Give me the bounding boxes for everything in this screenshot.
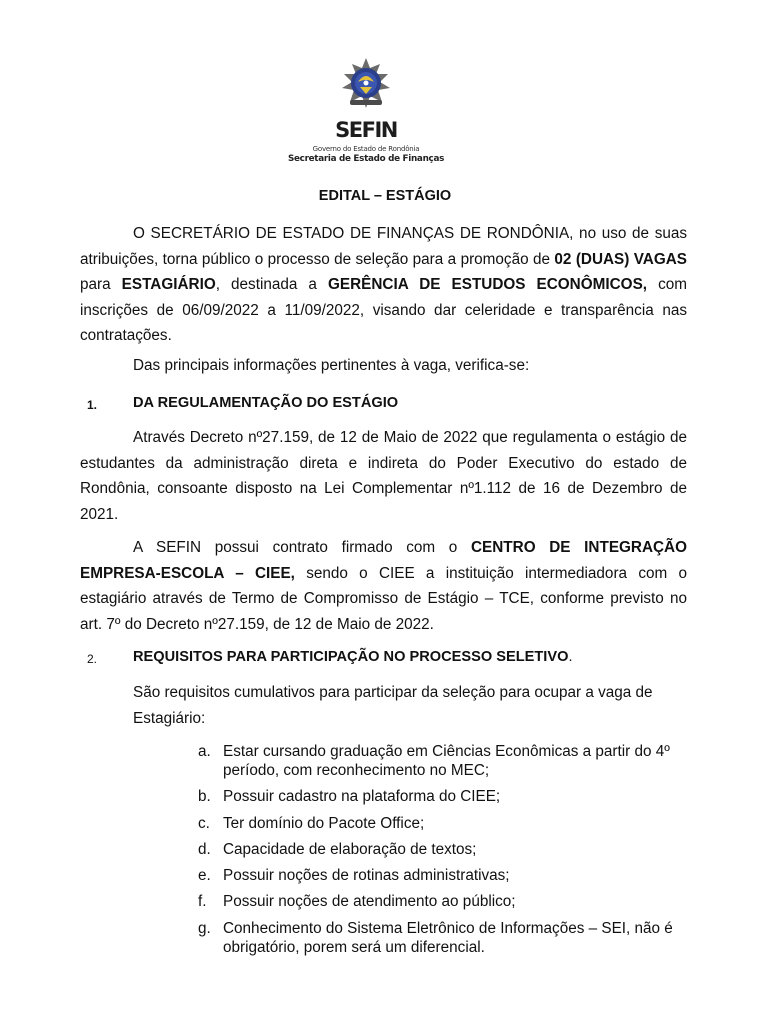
ciee-text: sendo o CIEE a instituição intermediadora com o estagiário através de Termo de Compromisso de Estágio – TCE, conforme previsto no art. 7º do Decreto nº27.159, de 12 de Maio de 2022. [80, 564, 687, 633]
ciee-text: A SEFIN possui contrato firmado com o [133, 539, 471, 556]
list-item [198, 742, 688, 780]
list-item [198, 919, 688, 957]
section-title: DA REGULAMENTAÇÃO DO ESTÁGIO [133, 395, 399, 411]
list-marker: e. [198, 867, 211, 885]
list-item [198, 787, 688, 806]
list-item-text: Ter domínio do Pacote Office; [223, 814, 425, 832]
section-number: 2. [87, 652, 98, 666]
regulation-paragraph: Através Decreto nº27.159, de 12 de Maio de 2022 que regulamenta o estágio de estudantes da administração direta e indireta do Poder Executivo do estado de Rondônia, consoante disposto na Lei Complementar nº1.112 de 16 de Dezembro de 2021. [80, 429, 687, 523]
list-marker: f. [198, 893, 207, 911]
document-title: EDITAL – ESTÁGIO [318, 188, 452, 204]
intro-note: Das principais informações pertinentes à vaga, verifica-se: [133, 357, 530, 374]
section-title-suffix: . [568, 649, 573, 665]
list-item [198, 814, 688, 833]
section-title [133, 649, 573, 665]
list-item-text: Estar cursando graduação em Ciências Econômicas a partir do 4º período, com reconhecimento no MEC; [223, 743, 670, 779]
logo-government-line: Governo do Estado de Rondônia [312, 145, 420, 153]
intro-text: O SECRETÁRIO DE ESTADO DE FINANÇAS DE RONDÔNIA, no uso de suas atribuições, torna público o processo de seleção para a promoção de [80, 225, 687, 268]
ciee-paragraph [80, 535, 687, 637]
section-number: 1. [87, 398, 98, 412]
intro-paragraph [80, 221, 687, 349]
section-title-text: REQUISITOS PARA PARTICIPAÇÃO NO PROCESSO SELETIVO [133, 649, 569, 665]
requirements-intro: São requisitos cumulativos para participar da seleção para ocupar a vaga de Estagiário: [133, 684, 653, 727]
intro-text: para [80, 276, 122, 293]
list-item [198, 840, 688, 859]
list-item-text: Possuir cadastro na plataforma do CIEE; [223, 788, 501, 806]
list-marker: b. [198, 788, 211, 806]
list-item [198, 892, 688, 911]
position-name: ESTAGIÁRIO [121, 276, 216, 293]
list-item [198, 866, 688, 885]
list-marker: a. [198, 743, 211, 760]
list-item-text: Possuir noções de rotinas administrativas; [223, 867, 510, 885]
logo-secretariat-line: Secretaria de Estado de Finanças [287, 154, 445, 164]
ciee-name: CENTRO DE INTEGRAÇÃO EMPRESA-ESCOLA – CIEE, [80, 539, 688, 582]
requirements-list [198, 742, 688, 964]
logo-brand: SEFIN [335, 118, 397, 142]
department-name: GERÊNCIA DE ESTUDOS ECONÔMICOS, [328, 276, 648, 293]
list-item-text: Capacidade de elaboração de textos; [223, 840, 477, 858]
vacancies-count: 02 (DUAS) VAGAS [554, 250, 688, 268]
list-marker: g. [198, 919, 211, 937]
sefin-logo [286, 56, 446, 168]
intro-text: com inscrições de 06/09/2022 a 11/09/2022, visando dar celeridade e transparência nas contratações. [80, 276, 687, 344]
list-marker: c. [198, 814, 210, 832]
intro-text: , destinada a [215, 276, 328, 293]
list-item-text: Conhecimento do Sistema Eletrônico de Informações – SEI, não é obrigatório, porem será um diferencial. [223, 919, 673, 956]
list-marker: d. [198, 840, 211, 858]
list-item-text: Possuir noções de atendimento ao público; [223, 893, 516, 911]
coat-of-arms-icon [336, 56, 396, 116]
